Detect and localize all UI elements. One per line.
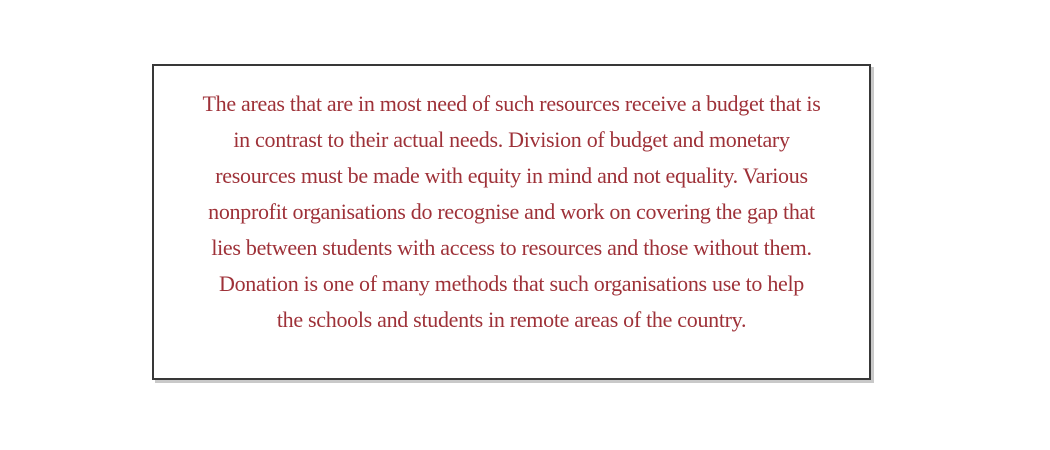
paragraph-line: lies between students with access to resources and those without them. (211, 235, 812, 260)
paragraph (154, 66, 869, 338)
paragraph-line: in contrast to their actual needs. Division of budget and monetary (233, 127, 790, 152)
paragraph-line: nonprofit organisations do recognise and work on covering the gap that (208, 199, 815, 224)
paragraph-line: Donation is one of many methods that such organisations use to help (218, 271, 805, 296)
text-box (152, 64, 871, 380)
paragraph-line: the schools and students in remote areas of the country. (276, 307, 747, 332)
paragraph-line: resources must be made with equity in mind and not equality. Various (215, 163, 808, 188)
paragraph-line: The areas that are in most need of such resources receive a budget that is (202, 91, 821, 116)
